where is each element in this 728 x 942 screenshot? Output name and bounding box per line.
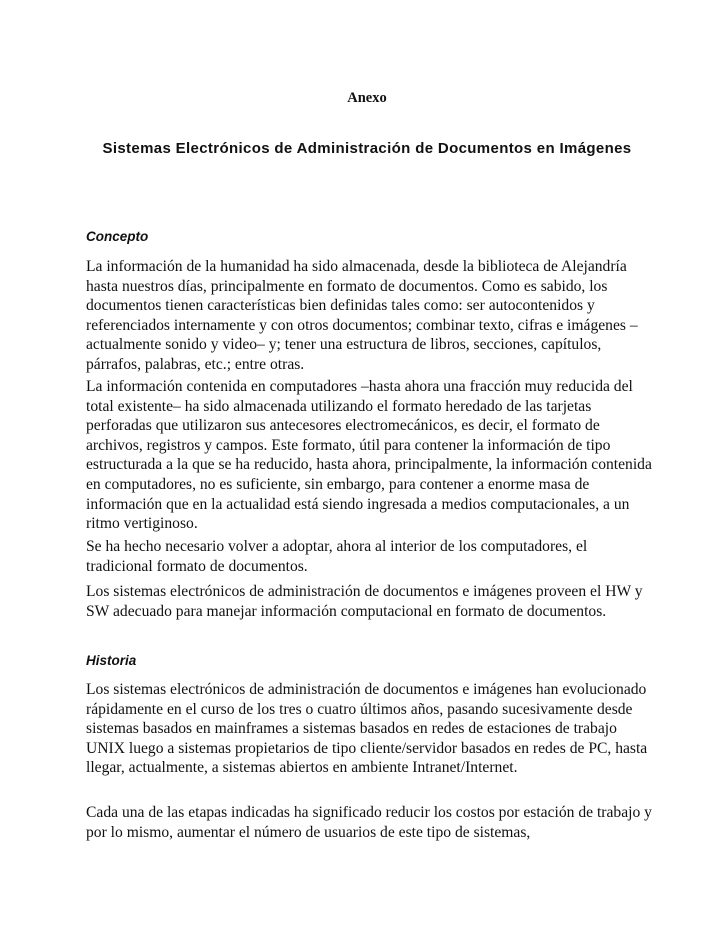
paragraph: Los sistemas electrónicos de administración de documentos e imágenes proveen el HW y SW adecuado para manejar información computacional en formato de documentos. [86, 583, 643, 620]
section-heading-historia: Historia [86, 653, 137, 668]
paragraph: La información contenida en computadores –hasta ahora una fracción muy reducida del total existente– ha sido almacenada utilizando el formato heredado de las tarjetas perforadas que utilizaron sus antecesores electromecánicos, es decir, el formato de archivos, registros y campos. Este formato, útil para contener la información de tipo estructurada a la que se ha reducido, hasta ahora, principalmente, la información contenida en computadores, no es suficiente, sin embargo, para contener a enorme masa de información que en la actualidad está siendo ingresada a medios computacionales, a un ritmo vertiginoso. [86, 378, 652, 533]
document-title: Sistemas Electrónicos de Administración de Documentos en Imágenes [102, 140, 632, 157]
paragraph: Se ha hecho necesario volver a adoptar, ahora al interior de los computadores, el tradicional formato de documentos. [86, 538, 588, 575]
paragraph: Cada una de las etapas indicadas ha significado reducir los costos por estación de trabajo y por lo mismo, aumentar el número de usuarios de este tipo de sistemas, [86, 804, 652, 841]
section-heading-concepto: Concepto [86, 229, 149, 244]
paragraph: Los sistemas electrónicos de administración de documentos e imágenes han evolucionado rápidamente en el curso de los tres o cuatro últimos años, pasando sucesivamente desde sistemas basados en mainframes a sistemas basados en redes de estaciones de trabajo UNIX luego a sistemas propietarios de tipo cliente/servidor basados en redes de PC, hasta llegar, actualmente, a sistemas abiertos en ambiente Intranet/Internet. [86, 681, 648, 777]
annex-label: Anexo [347, 90, 387, 106]
paragraph: La información de la humanidad ha sido almacenada, desde la biblioteca de Alejandría hasta nuestros días, principalmente en formato de documentos. Como es sabido, los documentos tienen características bien definidas tales como: ser autocontenidos y referenciados internamente y con otros documentos; combinar texto, cifras e imágenes –actualmente sonido y video– y; tener una estructura de libros, secciones, capítulos, párrafos, palabras, etc.; entre otras. [86, 258, 638, 373]
